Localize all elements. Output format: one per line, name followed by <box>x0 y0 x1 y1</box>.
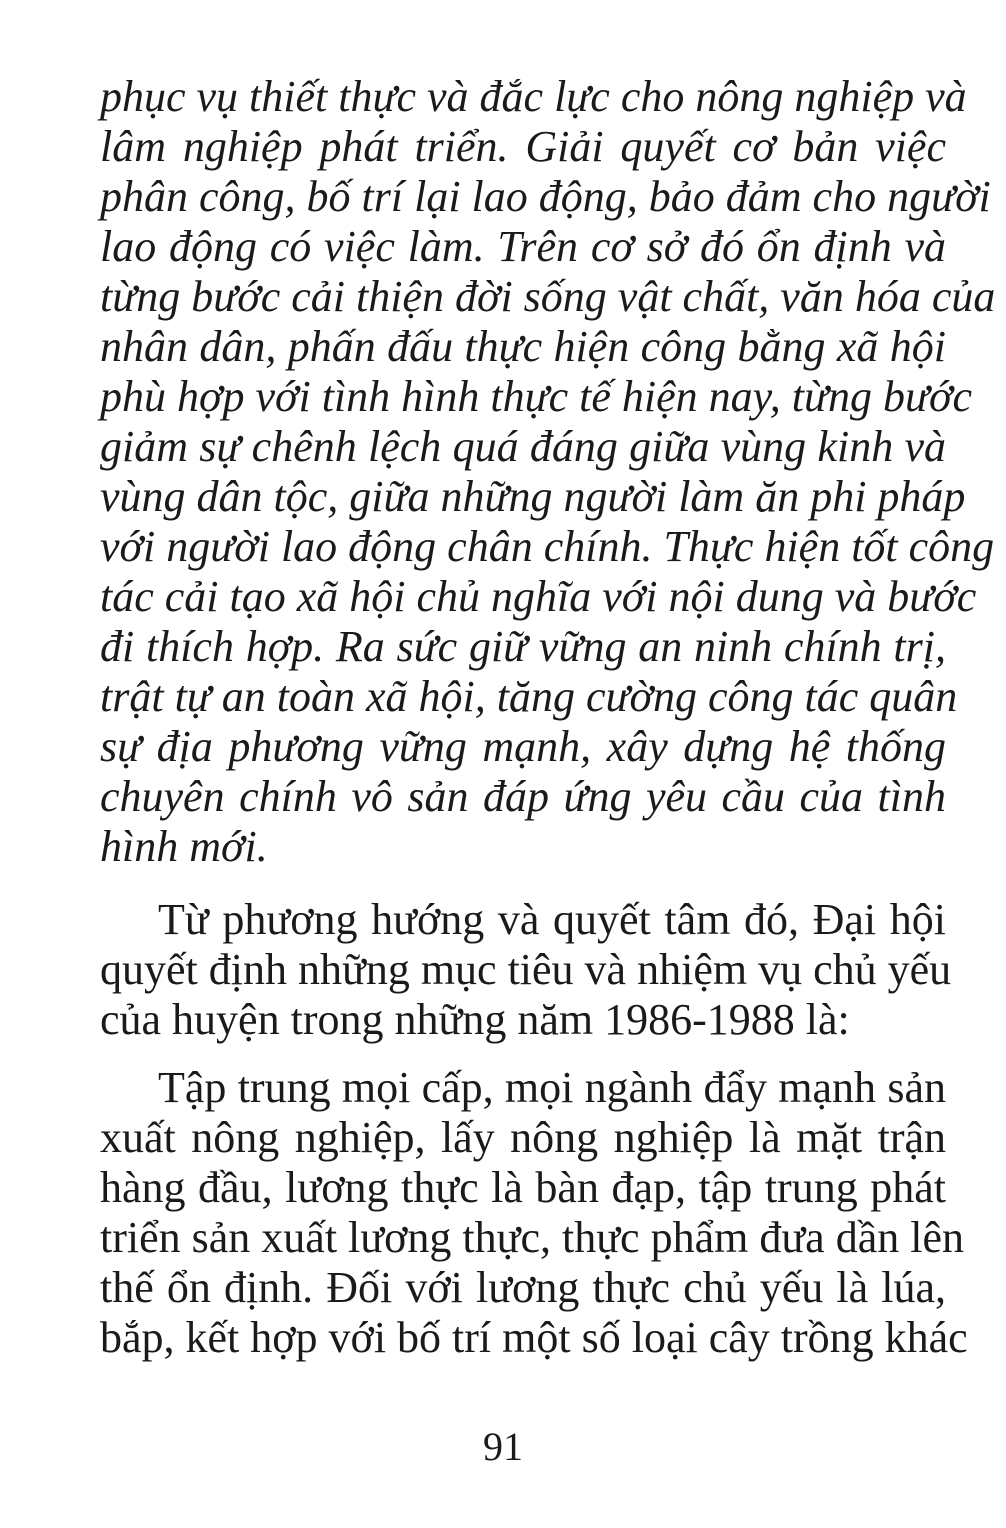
paragraph-italic <box>100 72 996 872</box>
text-line: tác cải tạo xã hội chủ nghĩa với nội dung và bước <box>100 572 977 621</box>
text-line: của huyện trong những năm 1986-1988 là: <box>100 995 850 1044</box>
text-line: nhân dân, phấn đấu thực hiện công bằng xã hội <box>100 322 946 371</box>
text-line: lao động có việc làm. Trên cơ sở đó ổn định và <box>100 222 946 271</box>
text-line-indented: Tập trung mọi cấp, mọi ngành đẩy mạnh sản <box>158 1063 946 1112</box>
text-line: phục vụ thiết thực và đắc lực cho nông nghiệp và <box>100 72 967 121</box>
text-line: thế ổn định. Đối với lương thực chủ yếu là lúa, <box>100 1263 946 1312</box>
text-line: triển sản xuất lương thực, thực phẩm đưa dần lên <box>100 1213 964 1262</box>
text-line: từng bước cải thiện đời sống vật chất, văn hóa của <box>100 272 996 321</box>
paragraph-agriculture <box>100 1063 968 1363</box>
text-line: chuyên chính vô sản đáp ứng yêu cầu của tình <box>100 772 946 821</box>
text-line: hàng đầu, lương thực là bàn đạp, tập trung phát <box>100 1163 946 1212</box>
text-line: phân công, bố trí lại lao động, bảo đảm cho người <box>100 172 991 221</box>
text-line: lâm nghiệp phát triển. Giải quyết cơ bản việc <box>100 122 946 171</box>
text-line: với người lao động chân chính. Thực hiện tốt công <box>100 522 995 571</box>
paragraph-goals-intro <box>100 895 952 1045</box>
text-line: phù hợp với tình hình thực tế hiện nay, từng bước <box>100 372 972 421</box>
text-line: sự địa phương vững mạnh, xây dựng hệ thống <box>100 722 946 771</box>
text-line: hình mới. <box>100 822 268 871</box>
page-number: 91 <box>483 1424 523 1469</box>
text-line: bắp, kết hợp với bố trí một số loại cây trồng khác <box>100 1313 968 1362</box>
text-line: vùng dân tộc, giữa những người làm ăn phi pháp <box>100 472 966 521</box>
text-line-indented: Từ phương hướng và quyết tâm đó, Đại hội <box>158 895 946 944</box>
text-line: xuất nông nghiệp, lấy nông nghiệp là mặt trận <box>100 1113 946 1162</box>
text-line: đi thích hợp. Ra sức giữ vững an ninh chính trị, <box>100 622 946 671</box>
text-line: trật tự an toàn xã hội, tăng cường công tác quân <box>100 672 958 721</box>
text-line: quyết định những mục tiêu và nhiệm vụ chủ yếu <box>100 945 952 994</box>
text-line: giảm sự chênh lệch quá đáng giữa vùng kinh và <box>100 422 946 471</box>
